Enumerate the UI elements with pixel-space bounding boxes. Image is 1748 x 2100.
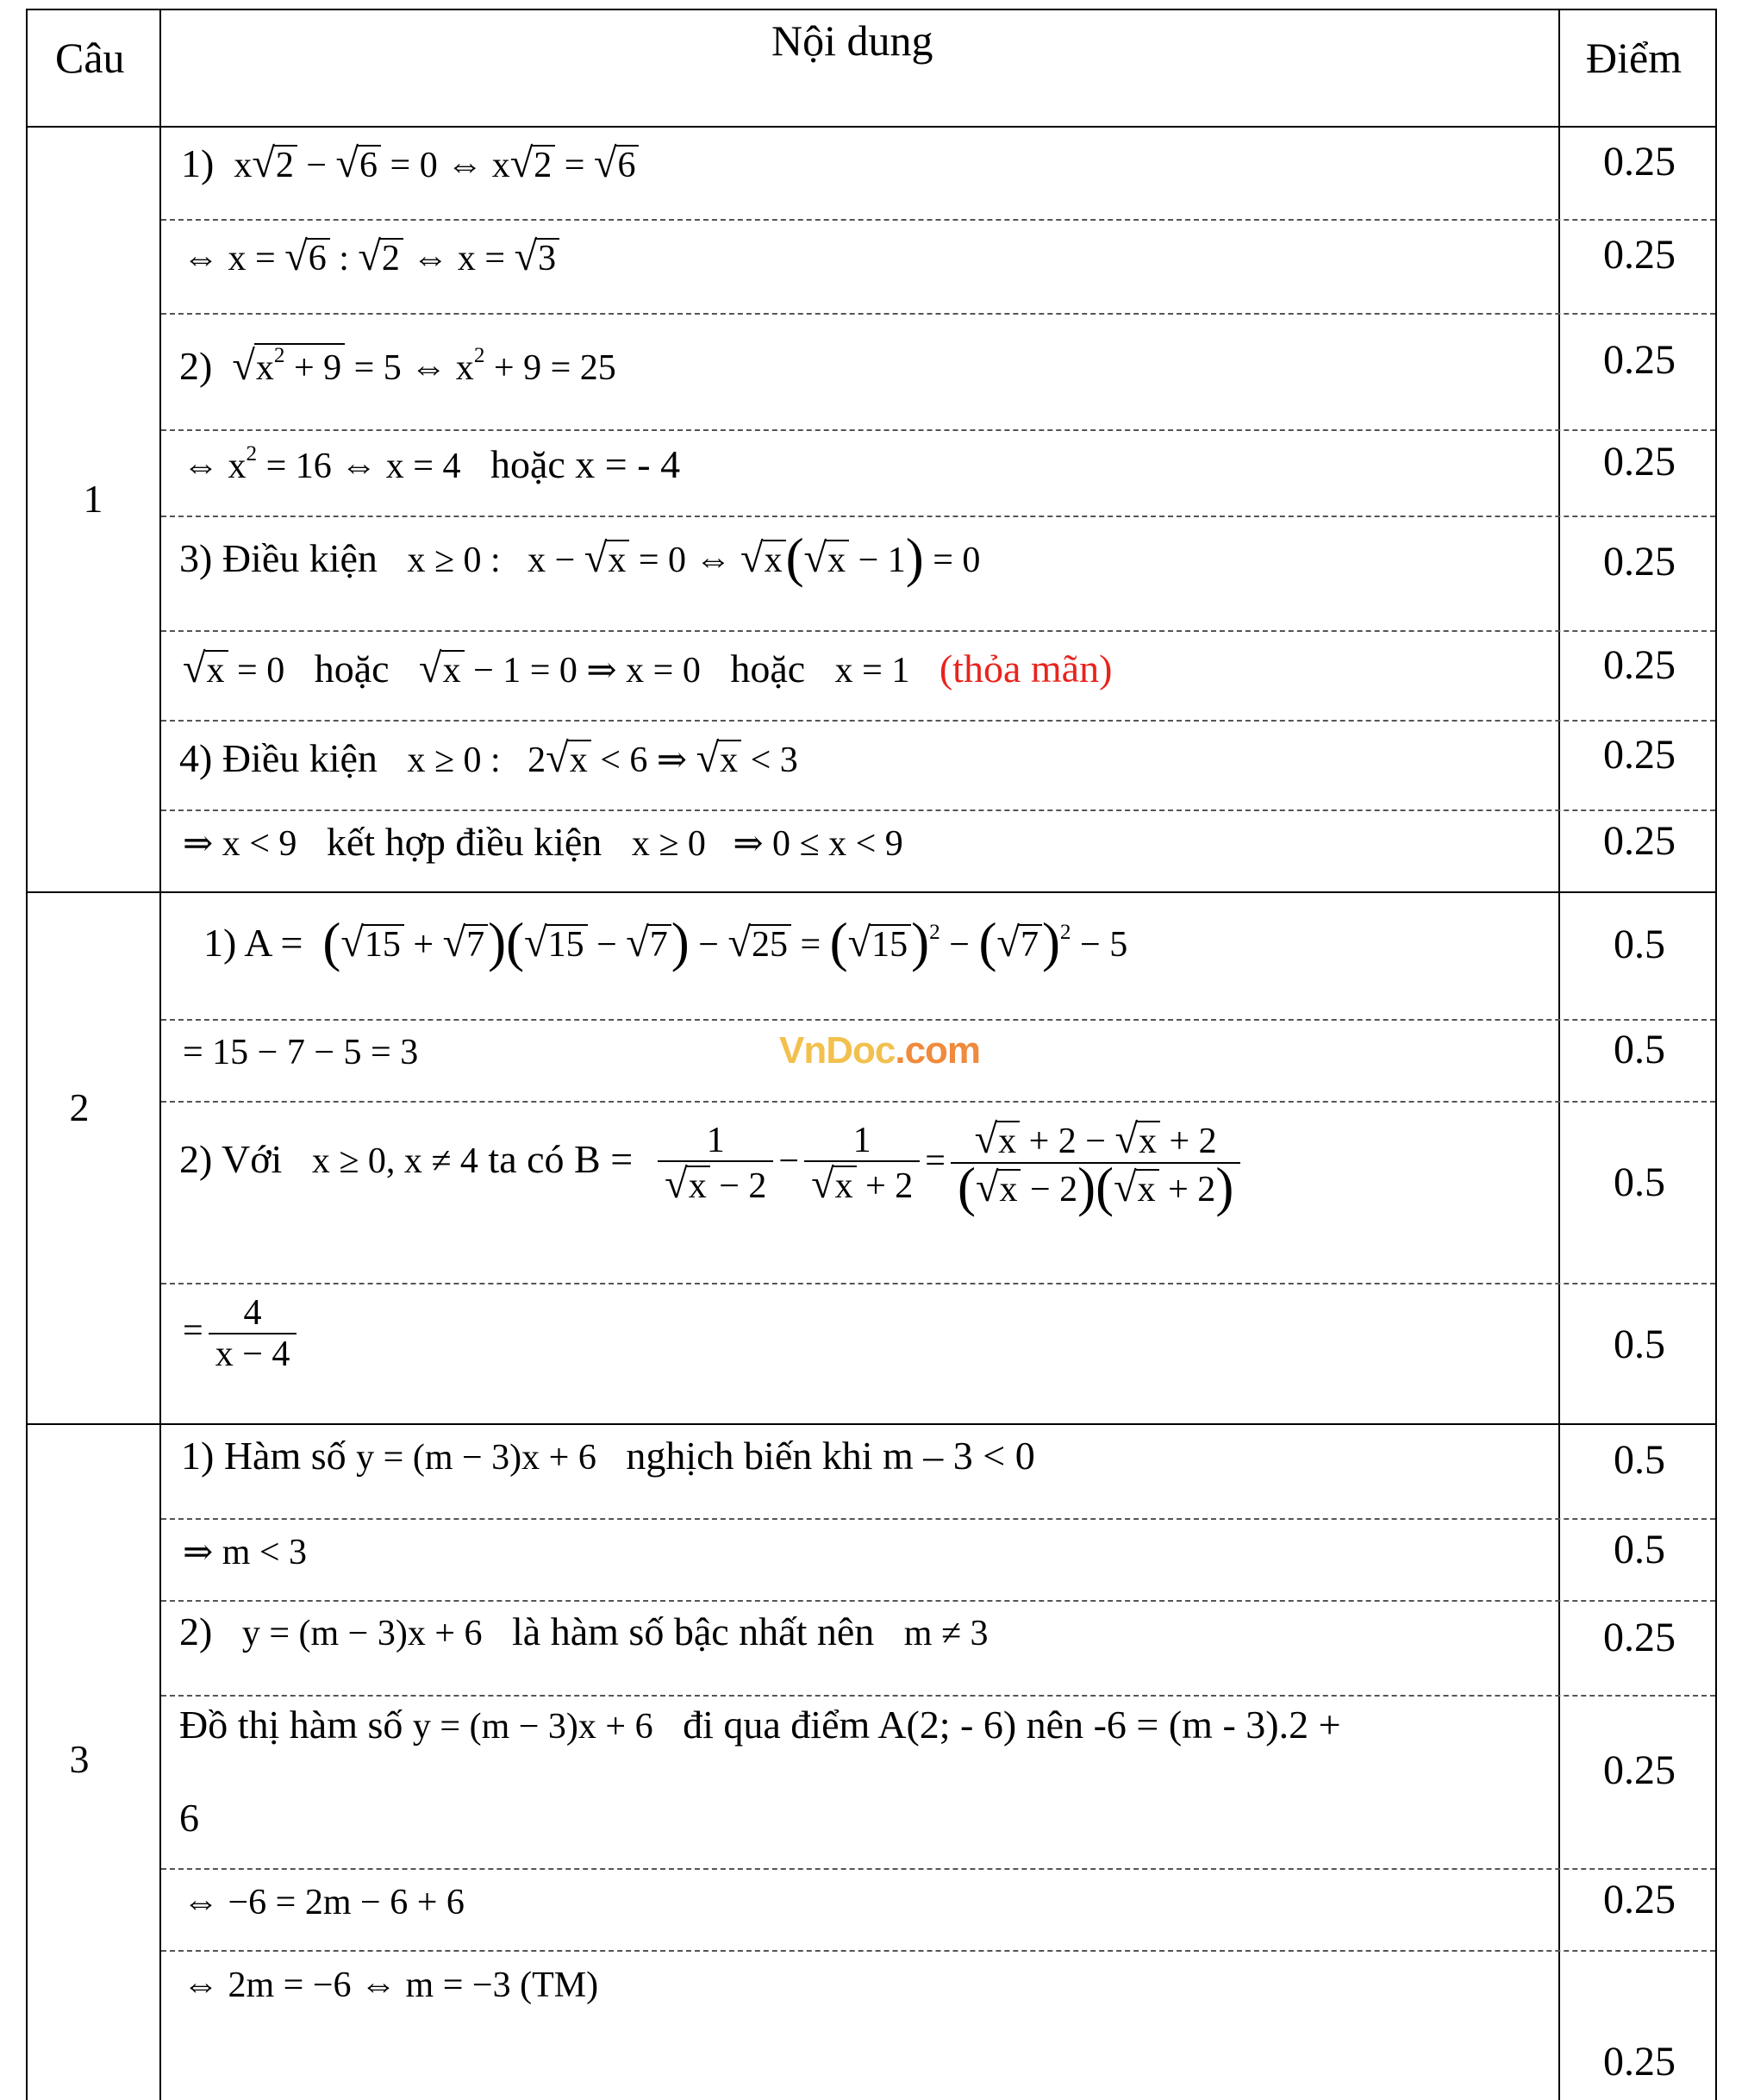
- q1-row6: [183, 648, 1112, 690]
- math-expression: x ≥ 0 : x − √x = 0 ⇔ √x(√x − 1) = 0: [407, 528, 981, 588]
- question-number: 2: [69, 1085, 90, 1129]
- row-label: 2) Với: [179, 1136, 283, 1181]
- row-separator: [161, 1950, 1715, 1952]
- vndoc-watermark: [779, 1029, 980, 1072]
- math-expression: √x = 0: [183, 646, 285, 691]
- math-expression: √x − 1 = 0 ⇒ x = 0: [419, 646, 701, 691]
- math-expression: = 15 − 7 − 5 = 3: [183, 1033, 419, 1072]
- row-separator: [161, 1868, 1715, 1870]
- conjunction-text: hoặc: [730, 647, 806, 691]
- question-number: 1: [83, 477, 103, 521]
- row-separator: [161, 809, 1715, 811]
- score-cell: 0.25: [1603, 1615, 1676, 1660]
- q2-row2: [183, 1031, 418, 1071]
- row-separator: [161, 1101, 1715, 1103]
- q1-row5: [179, 528, 981, 588]
- math-expression: x ≥ 0 : 2√x < 6 ⇒ √x < 3: [407, 735, 798, 781]
- q3-row3: [179, 1609, 989, 1653]
- row-separator: [161, 1600, 1715, 1602]
- q1-row8: [183, 822, 903, 862]
- math-expression: y = (m − 3)x + 6: [241, 1614, 483, 1653]
- statement-text: là hàm số bậc nhất nên: [512, 1609, 875, 1653]
- question-divider-1-2: [26, 891, 1717, 893]
- row-label: 1): [181, 141, 215, 185]
- header-divider: [26, 126, 1717, 128]
- math-expression: = $\frac{4}{x - 4}$: [183, 1311, 302, 1351]
- satisfied-note: (thỏa mãn): [939, 647, 1113, 691]
- row-label: 3) Điều kiện: [179, 535, 378, 580]
- q2-row1: [203, 912, 1128, 972]
- math-expression: ⇒ x < 9: [183, 824, 297, 864]
- statement-text: đi qua điểm A(2; - 6) nên -6 = (m - 3).2 +: [683, 1703, 1341, 1747]
- math-expression: x = 1: [834, 651, 910, 691]
- row-label: 2): [179, 1609, 213, 1653]
- q3-row6: [183, 1964, 598, 2003]
- score-cell: 0.25: [1603, 539, 1676, 584]
- q1-row1: [181, 143, 639, 184]
- table-border-top: [26, 9, 1717, 10]
- question-number: 3: [69, 1737, 90, 1781]
- q3-row2: [183, 1531, 307, 1571]
- q1-row3: [179, 343, 616, 390]
- header-noi-dung: Nội dung: [771, 16, 933, 65]
- header-diem: Điểm: [1586, 34, 1682, 82]
- math-expression: ⇔ 2m = −6 ⇔ m = −3 (TM): [183, 1966, 599, 2005]
- q2-row3: [179, 1116, 1245, 1218]
- row-separator: [161, 1518, 1715, 1520]
- header-cau: Câu: [55, 34, 125, 82]
- score-cell: 0.25: [1603, 1877, 1676, 1922]
- score-cell: 0.25: [1603, 732, 1676, 778]
- score-cell: 0.5: [1614, 1027, 1665, 1072]
- q2-row4: [183, 1293, 302, 1374]
- q1-row2: [183, 236, 559, 278]
- math-expression: x ≥ 0 ⇒ 0 ≤ x < 9: [631, 824, 903, 864]
- math-expression: ⇒ m < 3: [183, 1533, 308, 1572]
- row-separator: [161, 720, 1715, 722]
- math-expression: x ≥ 0, x ≠ 4: [311, 1141, 478, 1181]
- row-separator: [161, 219, 1715, 221]
- watermark-part1: VnDoc: [779, 1029, 896, 1072]
- row-label: 2): [179, 344, 213, 389]
- solution-text: hoặc x = - 4: [490, 442, 681, 487]
- q3-row4-continuation: 6: [179, 1796, 199, 1840]
- math-expression: $√x^2 + 9 = 5$ ⇔ $x^2 + 9 = 25$: [232, 343, 616, 390]
- score-cell: 0.5: [1614, 1527, 1665, 1572]
- row-separator: [161, 313, 1715, 315]
- q3-row4: [179, 1705, 1341, 1745]
- q3-row1: [181, 1436, 1035, 1476]
- row-separator: [161, 1695, 1715, 1697]
- score-cell: 0.5: [1614, 1159, 1665, 1205]
- q3-row5: [183, 1881, 465, 1921]
- math-expression: ⇔ x = √6 : √2 ⇔ x = √3: [183, 239, 559, 278]
- question-divider-2-3: [26, 1423, 1717, 1425]
- row-separator: [161, 1283, 1715, 1284]
- score-cell: 0.5: [1614, 922, 1665, 967]
- row-label: 1) A =: [203, 920, 303, 965]
- score-cell: 0.25: [1603, 232, 1676, 278]
- score-cell: 0.25: [1603, 439, 1676, 484]
- q1-row4: [183, 442, 681, 487]
- math-expression: x√2 − √6 = 0 ⇔ x√2 = √6: [234, 146, 639, 185]
- combine-text: kết hợp điều kiện: [326, 820, 602, 864]
- statement-text: ta có B =: [488, 1136, 634, 1181]
- math-expression: $(√15 + √7)(√15 - √7) - √25 = (√15)^2 - (√7)^2 - 5$: [322, 912, 1128, 972]
- table-border-left: [26, 9, 28, 2100]
- score-cell: 0.25: [1603, 139, 1676, 184]
- row-separator: [161, 429, 1715, 431]
- math-expression: ⇔ −6 = 2m − 6 + 6: [183, 1883, 465, 1922]
- row-label: Đồ thị hàm số: [179, 1703, 403, 1747]
- math-expression: $\frac{1}{√x - 2}$ − $\frac{1}{√x + 2}$ = $\frac{√x + 2 - √x + 2}{(√x - 2)(√x + 2)}$: [652, 1141, 1245, 1181]
- math-expression: y = (m − 3)x + 6: [412, 1707, 653, 1747]
- table-column-divider-1: [159, 9, 161, 2100]
- conjunction-text: hoặc: [314, 647, 390, 691]
- score-cell: 0.25: [1603, 337, 1676, 383]
- score-cell: 0.25: [1603, 1747, 1676, 1793]
- row-separator: [161, 516, 1715, 517]
- math-expression: y = (m − 3)x + 6: [356, 1438, 596, 1478]
- score-cell: 0.5: [1614, 1437, 1665, 1483]
- score-cell: 0.25: [1603, 2039, 1676, 2084]
- math-expression: ⇔ $x^2 = 16$ ⇔ x = 4: [183, 442, 461, 487]
- statement-text: nghịch biến khi m – 3 < 0: [626, 1434, 1035, 1478]
- math-expression: m ≠ 3: [903, 1614, 989, 1653]
- score-cell: 0.25: [1603, 818, 1676, 864]
- q1-row7: [179, 735, 798, 781]
- watermark-part2: .com: [895, 1029, 981, 1072]
- row-separator: [161, 1019, 1715, 1021]
- score-cell: 0.5: [1614, 1322, 1665, 1367]
- row-separator: [161, 630, 1715, 632]
- row-label: 4) Điều kiện: [179, 736, 378, 780]
- row-label: 1) Hàm số: [181, 1434, 346, 1478]
- table-column-divider-2: [1558, 9, 1560, 2100]
- score-cell: 0.25: [1603, 642, 1676, 688]
